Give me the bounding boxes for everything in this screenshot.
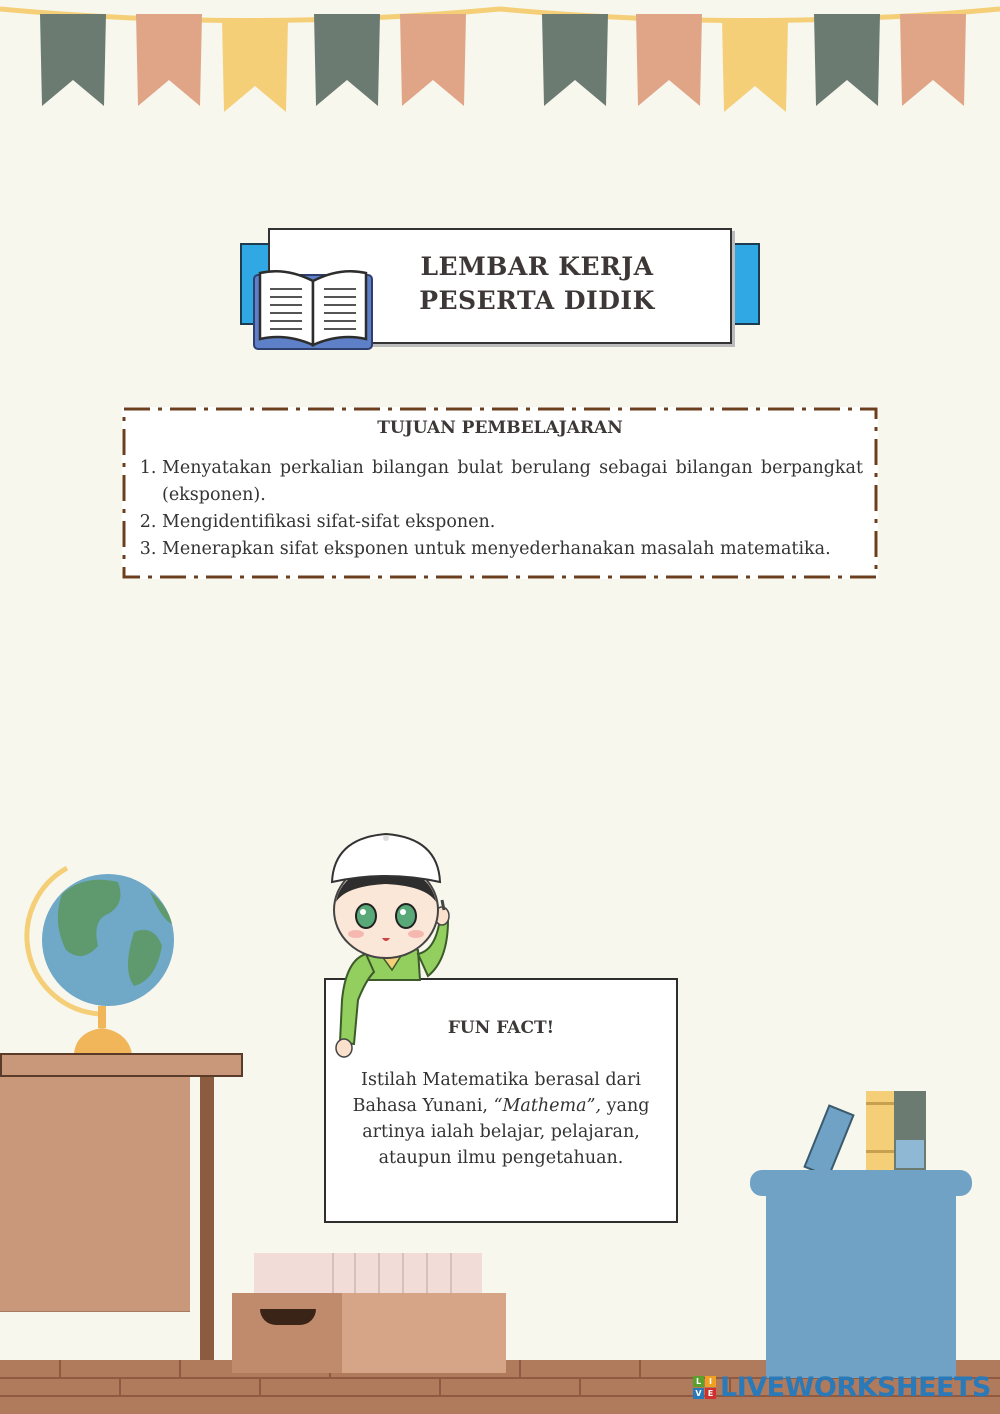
logo-letter-2: I (705, 1376, 716, 1387)
logo-letter-4: E (705, 1388, 716, 1399)
objective-item-2: 2. Mengidentifikasi sifat-sifat eksponen. (162, 509, 863, 536)
paper-stack (254, 1253, 482, 1295)
books-icon (750, 1088, 972, 1378)
fun-fact-text (344, 1067, 658, 1171)
fun-fact-text-end: yang artinya ialah belajar, pelajaran, ataupun ilmu pengetahuan. (362, 1096, 650, 1168)
bunting-flag (400, 14, 466, 106)
bunting-flag (814, 14, 880, 106)
box-icon (232, 1293, 506, 1373)
title-line-2: PESERTA DIDIK (419, 286, 655, 315)
logo-grid-icon (693, 1376, 716, 1399)
desk-leg (200, 1077, 214, 1395)
logo-letter-3: V (693, 1388, 704, 1399)
objectives-list (132, 455, 863, 563)
open-book-icon (252, 265, 374, 351)
bunting-flag (222, 20, 288, 112)
objective-item-3: 3. Menerapkan sifat eksponen untuk menyederhanakan masalah matematika. (162, 536, 863, 563)
fun-fact-text-start: Istilah Matematika berasal dari Bahasa Yunani, (352, 1070, 641, 1116)
globe-icon (22, 862, 182, 1056)
bunting-flag (136, 14, 202, 106)
fun-fact-term: “Mathema”, (493, 1096, 602, 1116)
desk-drawer (0, 1077, 190, 1312)
boy-character-icon (322, 830, 462, 1062)
bunting-decoration (0, 0, 1000, 115)
page-title (392, 250, 682, 318)
bunting-flag (314, 14, 380, 106)
bunting-flag (40, 14, 106, 106)
objective-item-1: 1. Menyatakan perkalian bilangan bulat berulang sebagai bilangan berpangkat (eksponen). (162, 455, 863, 509)
bunting-flag (722, 20, 788, 112)
bunting-flag (636, 14, 702, 106)
logo-letter-1: L (693, 1376, 704, 1387)
banner-tab-right (728, 243, 760, 325)
fun-fact-title: FUN FACT! (447, 1018, 555, 1038)
bunting-flag (542, 14, 608, 106)
desk-top (0, 1053, 243, 1077)
objectives-title: TUJUAN PEMBELAJARAN (377, 418, 623, 438)
logo-wordmark: LIVEWORKSHEETS (720, 1372, 991, 1403)
title-line-1: LEMBAR KERJA (420, 252, 654, 281)
bunting-flag (900, 14, 966, 106)
liveworksheets-logo (693, 1372, 991, 1403)
